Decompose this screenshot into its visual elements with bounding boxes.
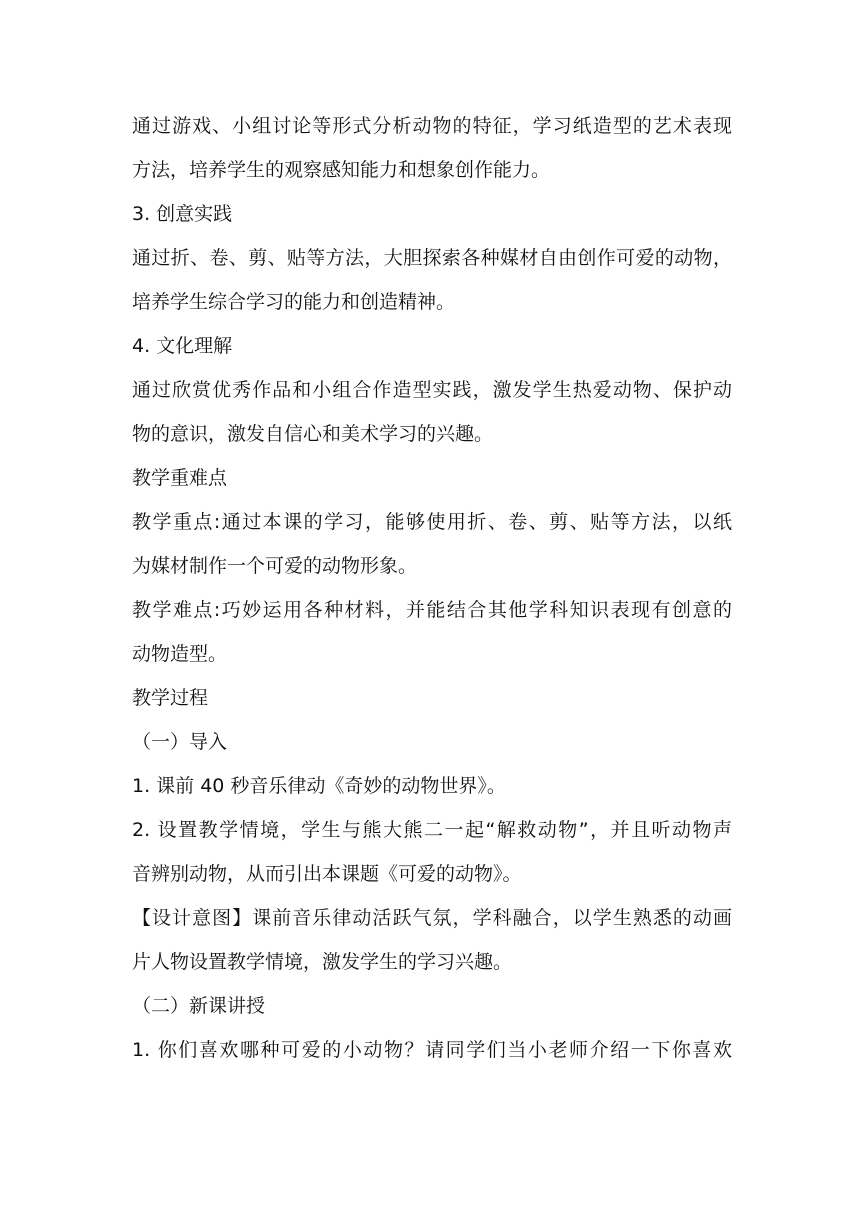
text-line: 通过欣赏优秀作品和小组合作造型实践，激发学生热爱动物、保护动 bbox=[132, 379, 732, 401]
text-line: （二）新课讲授 bbox=[132, 995, 266, 1017]
text-line: 动物造型。 bbox=[132, 643, 228, 665]
text-line: 物的意识，激发自信心和美术学习的兴趣。 bbox=[132, 423, 494, 445]
text-line: 通过折、卷、剪、贴等方法，大胆探索各种媒材自由创作可爱的动物， bbox=[132, 247, 732, 269]
text-line: 1. 课前 40 秒音乐律动《奇妙的动物世界》。 bbox=[132, 775, 506, 797]
document-page bbox=[132, 104, 732, 1072]
text-line: 3. 创意实践 bbox=[132, 203, 233, 225]
text-line: 教学重难点 bbox=[132, 467, 228, 489]
text-line: 教学重点:通过本课的学习，能够使用折、卷、剪、贴等方法，以纸 bbox=[132, 511, 732, 533]
text-line: （一）导入 bbox=[132, 731, 228, 753]
text-line: 培养学生综合学习的能力和创造精神。 bbox=[132, 291, 456, 313]
text-line: 1. 你们喜欢哪种可爱的小动物？请同学们当小老师介绍一下你喜欢 bbox=[132, 1039, 732, 1061]
text-line: 教学难点:巧妙运用各种材料，并能结合其他学科知识表现有创意的 bbox=[132, 599, 732, 621]
text-line: 片人物设置教学情境，激发学生的学习兴趣。 bbox=[132, 951, 513, 973]
text-line: 教学过程 bbox=[132, 687, 209, 709]
text-line: 方法，培养学生的观察感知能力和想象创作能力。 bbox=[132, 159, 551, 181]
text-line: 为媒材制作一个可爱的动物形象。 bbox=[132, 555, 418, 577]
text-line: 4. 文化理解 bbox=[132, 335, 233, 357]
text-line: 音辨别动物，从而引出本课题《可爱的动物》。 bbox=[132, 863, 522, 885]
text-line: 2. 设置教学情境，学生与熊大熊二一起“解救动物”，并且听动物声 bbox=[132, 819, 732, 841]
text-line: 通过游戏、小组讨论等形式分析动物的特征，学习纸造型的艺术表现 bbox=[132, 115, 732, 137]
text-line: 【设计意图】课前音乐律动活跃气氛，学科融合，以学生熟悉的动画 bbox=[132, 907, 732, 929]
